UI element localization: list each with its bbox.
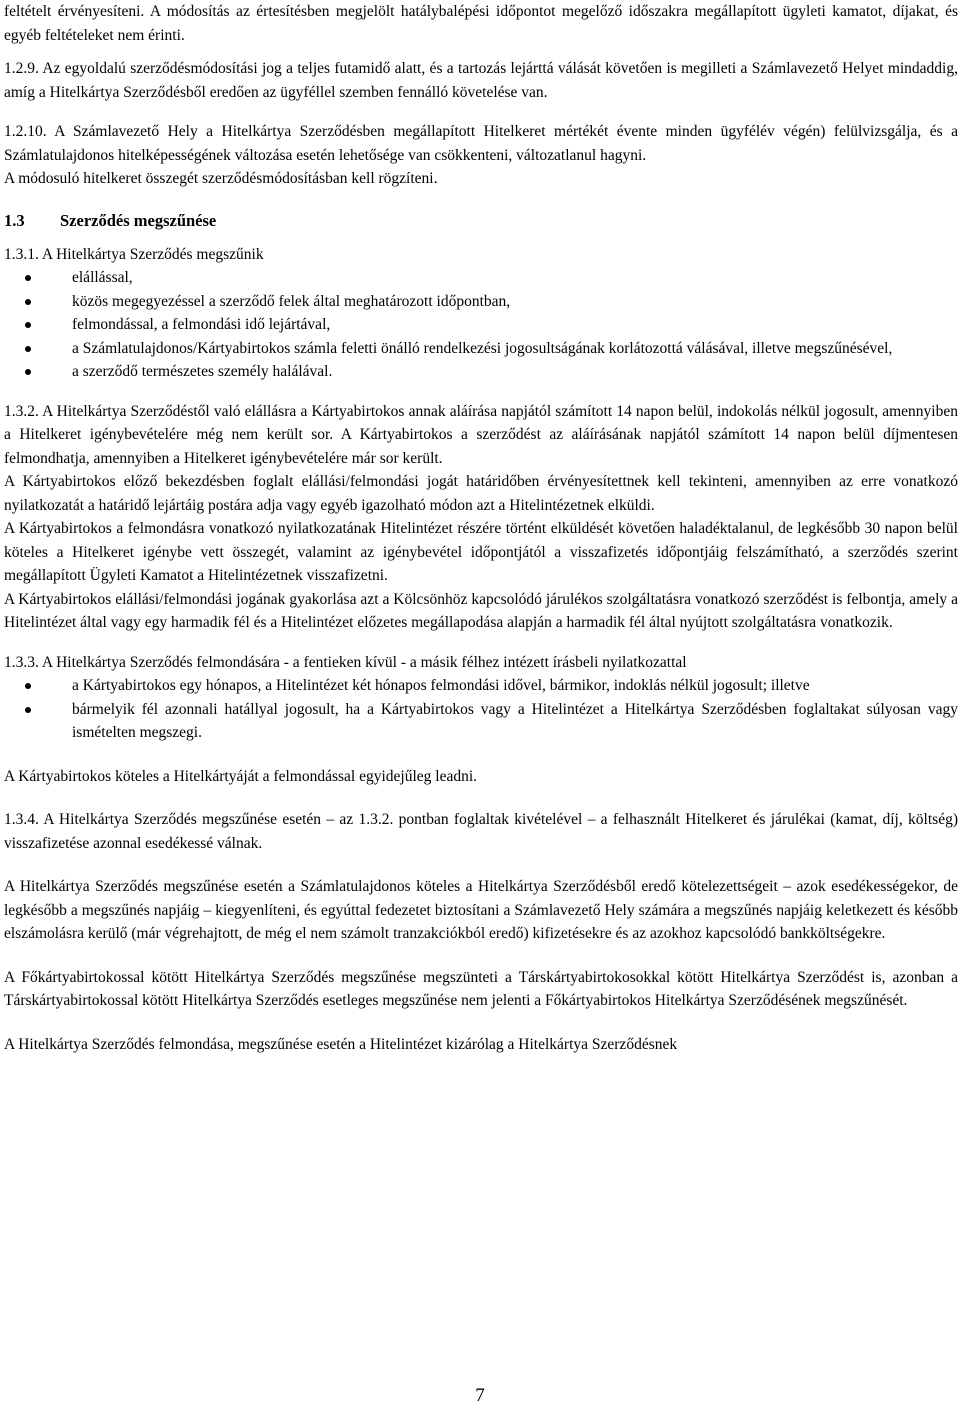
paragraph-1-3-4-c: A Főkártyabirtokossal kötött Hitelkártya Szerződés megszűnése megszünteti a Társkártyabirtokosokkal kötött Hitelkártya Szerződést is, azonban a Társkártyabirtokossal kötött Hitelkártya Szerződés esetleges megszűnése nem jelenti a Főkártyabirtokos Hitelkártya Szerződésének megszűnését. <box>4 968 958 1009</box>
list-item: a Számlatulajdonos/Kártyabirtokos számla feletti önálló rendelkezési jogosultságának korlátozottá válásával, illetve megszűnésével, <box>4 337 958 361</box>
termination-list <box>4 266 958 384</box>
paragraph-1-3-4-b: A Hitelkártya Szerződés megszűnése esetén a Számlatulajdonos köteles a Hitelkártya Szerződésből eredő kötelezettségeit – azok esedékességekor, de legkésőbb a megszűnés napjáig – kiegyenlíteni, és egyúttal fedezetet biztosítani a Számlavezető Hely számára a megszűnés napjáig keletkezett és később elszámolásra kerülő (már végrehajtott, de még el nem számolt tranzakciókból eredő) kifizetésekre és az azokhoz kapcsolódó bankköltségekre. <box>4 878 958 942</box>
bullet-icon <box>25 369 31 375</box>
paragraph-1-3-1: 1.3.1. A Hitelkártya Szerződés megszűnik <box>4 245 264 263</box>
list-item: a Kártyabirtokos egy hónapos, a Hitelintézet két hónapos felmondási idővel, bármikor, indoklás nélkül jogosult; illetve <box>4 674 958 698</box>
paragraph-1-3-3-after: A Kártyabirtokos köteles a Hitelkártyáját a felmondással egyidejűleg leadni. <box>4 767 478 785</box>
list-item: közös megegyezéssel a szerződő felek által meghatározott időpontban, <box>4 290 958 314</box>
bullet-icon <box>25 299 31 305</box>
paragraph-1-3-4: 1.3.4. A Hitelkártya Szerződés megszűnése esetén – az 1.3.2. pontban foglaltak kivételével – a felhasznált Hitelkeret és járulékai (kamat, díj, költség) visszafizetése azonnal esedékessé válnak. <box>4 811 958 852</box>
list-item: bármelyik fél azonnali hatállyal jogosult, ha a Kártyabirtokos vagy a Hitelintézet a Hitelkártya Szerződésben foglaltakat súlyosan vagy ismételten megszegi. <box>4 698 958 745</box>
paragraph-intro: feltételt érvényesíteni. A módosítás az értesítésben megjelölt hatálybalépési időpontot megelőző időszakra megállapított ügyleti kamatot, díjakat, és egyéb feltételeket nem érinti. <box>4 3 958 44</box>
paragraph-1-3-2-d: A Kártyabirtokos elállási/felmondási jogának gyakorlása azt a Kölcsönhöz kapcsolódó járulékos szolgáltatásra vonatkozó szerződést is felbontja, amely a Hitelintézet által vagy egy harmadik fél és a Hitelintézet előzetes megállapodása alapján a harmadik fél által nyújtott szolgáltatásra vonatkozik. <box>4 590 958 631</box>
notice-list <box>4 674 958 745</box>
bullet-icon <box>25 707 31 713</box>
paragraph-1-3-3: 1.3.3. A Hitelkártya Szerződés felmondására - a fentieken kívül - a másik félhez intézett írásbeli nyilatkozattal <box>4 653 687 671</box>
bullet-icon <box>25 683 31 689</box>
list-item: a szerződő természetes személy halálával. <box>4 360 958 384</box>
bullet-icon <box>25 322 31 328</box>
bullet-icon <box>25 275 31 281</box>
section-title: Szerződés megszűnése <box>60 210 217 230</box>
section-number: 1.3 <box>4 210 25 230</box>
page-number: 7 <box>475 1385 485 1406</box>
paragraph-1-3-4-d: A Hitelkártya Szerződés felmondása, megszűnése esetén a Hitelintézet kizárólag a Hitelkártya Szerződésnek <box>4 1035 678 1053</box>
list-item: elállással, <box>4 266 958 290</box>
paragraph-1-2-9: 1.2.9. Az egyoldalú szerződésmódosítási jog a teljes futamidő alatt, és a tartozás lejárttá válását követően is megilleti a Számlavezető Helyet mindaddig, amíg a Hitelkártya Szerződésből eredően az ügyféllel szemben fennálló követelése van. <box>4 60 958 101</box>
list-item: felmondással, a felmondási idő lejártával, <box>4 313 958 337</box>
paragraph-1-2-10-b: A módosuló hitelkeret összegét szerződésmódosításban kell rögzíteni. <box>4 170 438 187</box>
paragraph-1-3-2: 1.3.2. A Hitelkártya Szerződéstől való elállásra a Kártyabirtokos annak aláírása napjától számított 14 napon belül, indokolás nélkül jogosult, amennyiben a Hitelkeret igénybevételére még nem került sor. A Kártyabirtokos a szerződést az aláírásának napjától számított 14 napon belül díjmentesen felmondhatja, amennyiben a Hitelkeret igénybevételére már sor került. <box>4 402 958 467</box>
paragraph-1-3-2-c: A Kártyabirtokos a felmondásra vonatkozó nyilatkozatának Hitelintézet részére történt elküldését követően haladéktalanul, de legkésőbb 30 napon belül köteles a Hitelkeret igénybe vett összegét, valamint az igénybevétel időpontjától a visszafizetés időpontjáig felszámítható, a szerződés szerint megállapított Ügyleti Kamatot a Hitelintézetnek visszafizetni. <box>4 520 958 584</box>
paragraph-1-2-10: 1.2.10. A Számlavezető Hely a Hitelkártya Szerződésben megállapított Hitelkeret mértékét évente minden ügyfélév végén) felülvizsgálja, és a Számlatulajdonos hitelképességének változása esetén lehetősége van csökkenteni, változatlanul hagyni. <box>4 123 958 164</box>
bullet-icon <box>25 346 31 352</box>
paragraph-1-3-2-b: A Kártyabirtokos előző bekezdésben foglalt elállási/felmondási jogát határidőben érvényesítettnek kell tekinteni, amennyiben az erre vonatkozó nyilatkozatát a határidő lejártáig postára adja vagy egyéb igazolható módon azt a Hitelintézetnek elküldi. <box>4 473 958 514</box>
document-page <box>4 0 958 1056</box>
section-heading <box>4 209 958 233</box>
